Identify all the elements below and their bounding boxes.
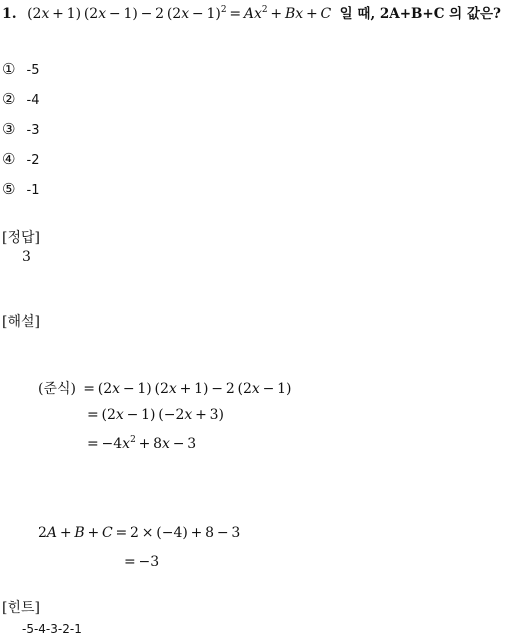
answer-value: 3: [22, 249, 31, 265]
answer-label: [정답]: [2, 230, 40, 246]
explanation-line-3: = $-4x^2 + 8x - 3$: [87, 435, 197, 452]
explanation-line-4: 2A + B + C = 2 × (−4) + 8 − 3: [38, 525, 241, 541]
question-number: 1.: [2, 6, 17, 22]
choice-marker: ③: [2, 120, 16, 138]
choice-value: -3: [26, 123, 40, 138]
choice-value: -4: [26, 93, 40, 108]
choice-item[interactable]: [2, 119, 40, 138]
explanation-label: [해설]: [2, 314, 40, 330]
explanation-line-1: (준식) = (2x − 1) (2x + 1) − 2 (2x − 1): [38, 381, 292, 397]
choice-item[interactable]: [2, 59, 40, 78]
choice-value: -2: [26, 153, 40, 168]
choice-value: -5: [26, 63, 40, 78]
question-equation: (2x + 1) (2x − 1) − 2 $(2x - 1)^2 = Ax^2 + Bx + C$: [27, 5, 332, 22]
choice-marker: ②: [2, 90, 16, 108]
question-line: [2, 2, 501, 22]
hint-label: [힌트]: [2, 600, 40, 616]
choice-item[interactable]: [2, 149, 40, 168]
choice-value: -1: [26, 183, 40, 198]
question-suffix: 일 때, 2A+B+C 의 값은?: [339, 6, 501, 22]
choice-marker: ⑤: [2, 180, 16, 198]
hint-text: -5-4-3-2-1: [22, 622, 82, 636]
given-label: (준식): [38, 381, 76, 397]
choice-marker: ①: [2, 60, 16, 78]
choice-marker: ④: [2, 150, 16, 168]
explanation-line-5: = −3: [124, 554, 160, 570]
choice-item[interactable]: [2, 89, 40, 108]
choice-item[interactable]: [2, 179, 40, 198]
explanation-line-2: = (2x − 1) (−2x + 3): [87, 407, 225, 423]
